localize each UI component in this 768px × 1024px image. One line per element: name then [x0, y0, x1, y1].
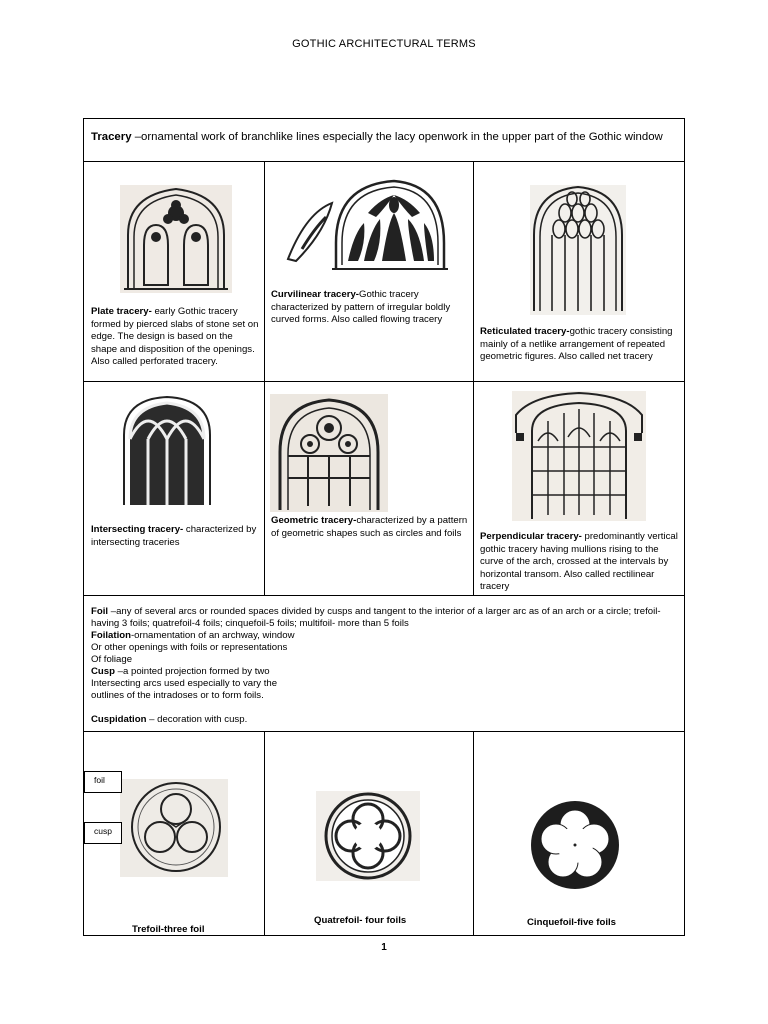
plate-tracery-desc: early Gothic tracery formed by pierced slabs of stone set on edge. The design is based on the shape and disposition of the openings. Also called perforated tracery.	[91, 306, 259, 368]
intersecting-tracery-desc: characterized by intersecting traceries	[91, 524, 257, 548]
column-divider	[473, 731, 474, 936]
curvilinear-tracery-image	[284, 173, 450, 283]
foilation-line-3: Of foliage	[91, 654, 133, 665]
plate-tracery-image	[120, 185, 232, 293]
foilation-text: -ornamentation of an archway, window	[130, 630, 295, 641]
column-divider	[473, 161, 474, 595]
terms-table	[83, 118, 685, 936]
cusp-text: –a pointed projection formed by two	[114, 666, 270, 677]
tracery-definition	[91, 130, 679, 145]
foil-definition	[91, 606, 681, 630]
cinquefoil-caption: Cinquefoil-five foils	[527, 917, 617, 928]
column-divider	[264, 161, 265, 595]
cuspidation-term: Cuspidation	[91, 714, 147, 725]
row-divider	[84, 595, 684, 596]
reticulated-tracery-term: Reticulated tracery-	[480, 326, 570, 337]
geometric-tracery-desc: characterized by a pattern of geometric shapes such as circles and foils	[271, 515, 468, 539]
geometric-tracery-image	[270, 394, 388, 512]
intersecting-tracery-term: Intersecting tracery-	[91, 524, 184, 535]
reticulated-tracery-text	[480, 326, 680, 364]
geometric-tracery-term: Geometric tracery-	[271, 515, 357, 526]
reticulated-tracery-desc: gothic tracery consisting mainly of a netlike arrangement of repeated geometric figures. Also called net tracery	[480, 326, 673, 363]
tracery-text: –ornamental work of branchlike lines especially the lacy openwork in the upper part of the Gothic window	[131, 131, 663, 143]
intersecting-tracery-text	[91, 524, 259, 549]
foilation-term: Foilation	[91, 630, 131, 641]
reticulated-tracery-image	[530, 185, 626, 315]
cusp-line-2: Intersecting arcs used especially to vary the	[91, 678, 278, 689]
cusp-term: Cusp	[91, 666, 115, 677]
intersecting-tracery-image	[120, 395, 214, 507]
cinquefoil-image	[524, 799, 626, 891]
foil-definitions	[91, 606, 681, 726]
curvilinear-tracery-text	[271, 289, 467, 327]
perpendicular-tracery-term: Perpendicular tracery-	[480, 531, 582, 542]
cusp-line-3: outlines of the intradoses or to form foils.	[91, 690, 264, 701]
foilation-line-2: Or other openings with foils or representations	[91, 642, 288, 653]
foil-callout	[84, 771, 122, 793]
tracery-term: Tracery	[91, 131, 132, 143]
page-number: 1	[381, 942, 387, 953]
foilation-definition	[91, 630, 681, 642]
geometric-tracery-text	[271, 515, 469, 540]
foil-text: –any of several arcs or rounded spaces divided by cusps and tangent to the interior of a larger arc as of an arch or a circle; trefoil- having 3 foils; quatrefoil-4 foils; cinquefoil-5 foils; multifoil- more than 5 foils	[91, 606, 661, 629]
trefoil-image	[120, 779, 228, 877]
cusp-callout-label: cusp	[94, 826, 112, 836]
perpendicular-tracery-image	[512, 391, 646, 521]
cusp-callout	[84, 822, 122, 844]
row-divider	[84, 381, 684, 382]
curvilinear-tracery-term: Curvilinear tracery-	[271, 289, 359, 300]
column-divider	[264, 731, 265, 936]
curvilinear-tracery-desc: Gothic tracery characterized by pattern of irregular boldly curved forms. Also called flowing tracery	[271, 289, 451, 326]
cuspidation-definition	[91, 714, 681, 726]
foil-term: Foil	[91, 606, 109, 617]
perpendicular-tracery-desc: predominantly vertical gothic tracery having mullions rising to the curve of the arch, crossed at the intervals by horizontal transom. Also called rectilinear tracery	[480, 531, 678, 593]
foil-callout-label: foil	[94, 775, 105, 785]
page-title: GOTHIC ARCHITECTURAL TERMS	[292, 38, 476, 50]
plate-tracery-term: Plate tracery-	[91, 306, 152, 317]
quatrefoil-caption: Quatrefoil- four foils	[314, 915, 407, 926]
trefoil-caption: Trefoil-three foil	[132, 924, 205, 935]
quatrefoil-image	[316, 791, 420, 881]
cuspidation-text: – decoration with cusp.	[146, 714, 248, 725]
row-divider	[84, 731, 684, 732]
cusp-definition	[91, 666, 681, 678]
row-divider	[84, 161, 684, 162]
plate-tracery-text	[91, 306, 259, 369]
perpendicular-tracery-text	[480, 531, 682, 594]
